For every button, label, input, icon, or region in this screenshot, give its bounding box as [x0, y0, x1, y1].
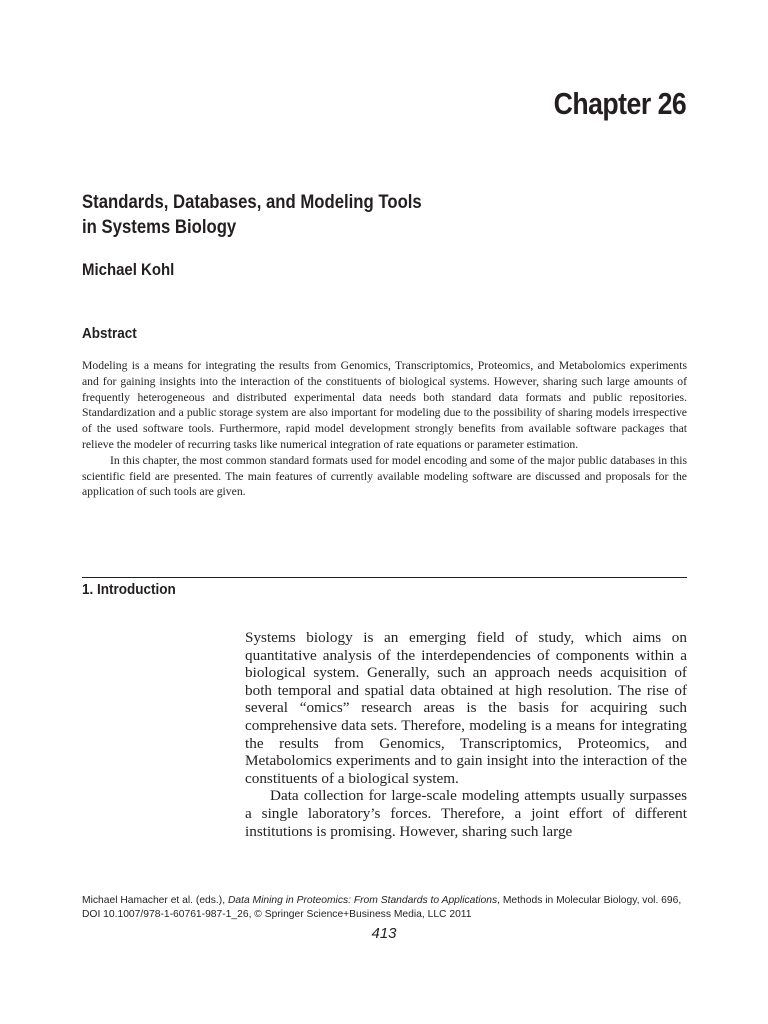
chapter-label: Chapter 26 [553, 86, 686, 121]
page-number: 413 [371, 925, 397, 942]
chapter-title-line-2: in Systems Biology [82, 217, 237, 238]
section-divider [82, 577, 687, 578]
introduction-body [245, 629, 687, 840]
section-heading-introduction: 1. Introduction [82, 581, 176, 598]
citation-book-title: Data Mining in Proteomics: From Standards to Applications [227, 895, 498, 906]
abstract-body [82, 358, 687, 500]
abstract-heading: Abstract [82, 325, 137, 342]
citation-editors: Michael Hamacher et al. (eds.), [82, 895, 228, 906]
body-paragraph: Systems biology is an emerging field of study, which aims on quantitative analysis of the interdependencies of components within a biological system. Generally, such an approach needs acquisition of both temporal and spatial data obtained at high resolution. The rise of several “omics” research areas is the basis for acquiring such comprehensive data sets. Therefore, modeling is a means for integrating the results from Genomics, Transcriptomics, Proteomics, and Metabolomics experiments and to gain insight into the interaction of the constituents of a biological system. [245, 629, 687, 787]
citation-footnote [82, 894, 692, 921]
chapter-title-line-1: Standards, Databases, and Modeling Tools [82, 192, 422, 213]
body-paragraph: Data collection for large-scale modeling attempts usually surpasses a single laboratory’s forces. Therefore, a joint effort of different institutions is promising. However, sharing such large [245, 787, 687, 840]
citation-series: , Methods in Molecular Biology, vol. 696, [497, 895, 682, 906]
abstract-paragraph: In this chapter, the most common standard formats used for model encoding and some of the major public databases in this scientific field are presented. The main features of currently available modeling software are discussed and proposals for the application of such tools are given. [82, 453, 687, 499]
chapter-title [82, 190, 575, 240]
abstract-paragraph: Modeling is a means for integrating the results from Genomics, Transcriptomics, Proteomics, and Metabolomics experiments and for gaining insights into the interaction of the constituents of biological systems. However, sharing such large amounts of frequently heterogeneous and distributed experimental data needs both standard data formats and public repositories. Standardization and a public storage system are also important for modeling due to the possibility of sharing models irrespective of the used software tools. Furthermore, rapid model development strongly benefits from available software packages that relieve the modeler of recurring tasks like numerical integration of rate equations or parameter estimation. [82, 359, 687, 451]
author-name: Michael Kohl [82, 260, 175, 279]
citation-doi: DOI 10.1007/978-1-60761-987-1_26, © Springer Science+Business Media, LLC 2011 [82, 908, 472, 920]
citation-line-1 [82, 894, 692, 908]
